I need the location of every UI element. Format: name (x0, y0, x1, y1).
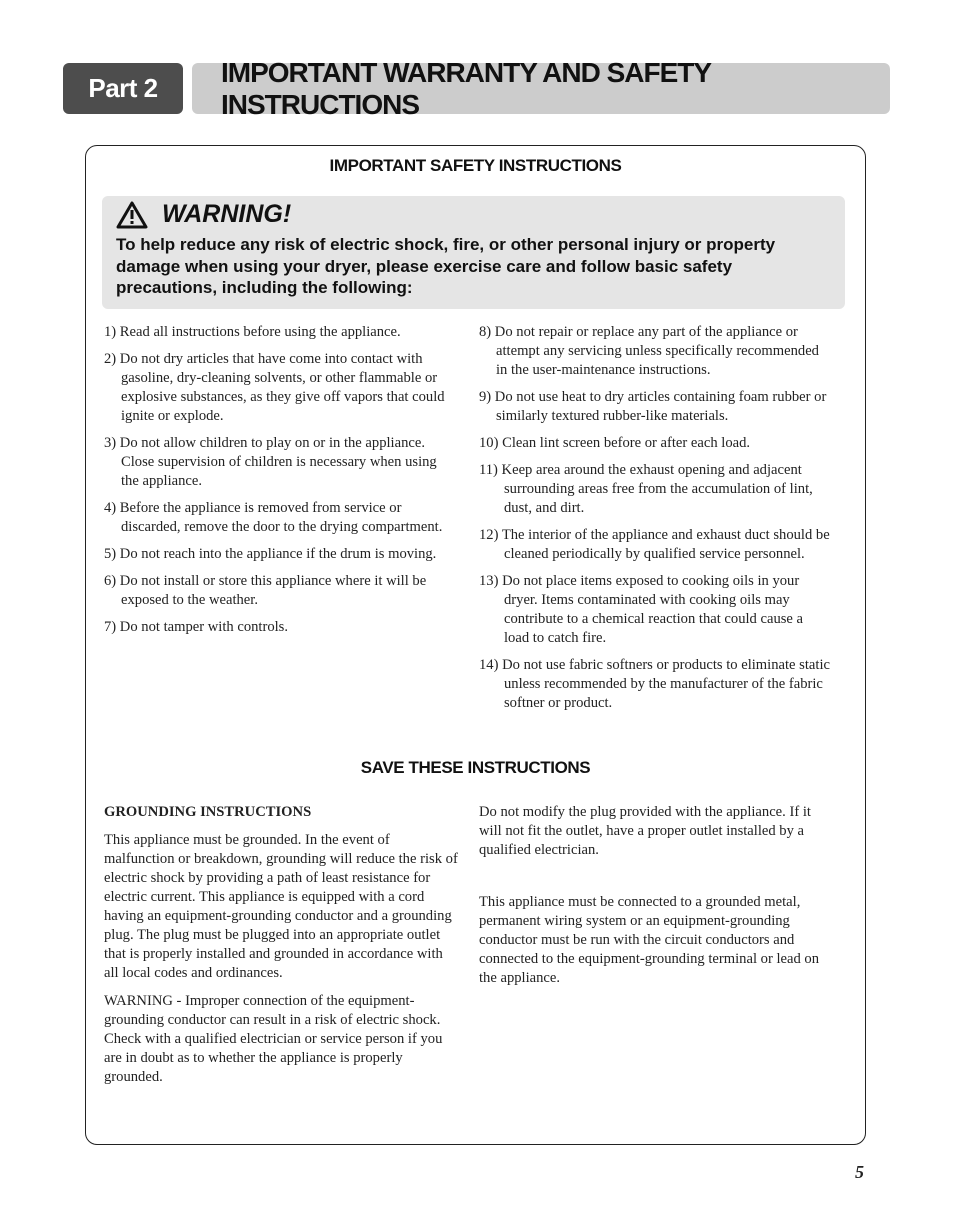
grounding-warning-paragraph: WARNING - Improper connection of the equipment-grounding conductor can result in a risk of electric shock. Check with a qualified electrician or service person if you are in doubt as to whether the appliance is properly grounded. (104, 993, 443, 1085)
list-item: 8) Do not repair or replace any part of the appliance or attempt any servicing unless specifically recommended in the user-maintenance instructions. (479, 324, 819, 378)
plug-paragraph: Do not modify the plug provided with the appliance. If it will not fit the outlet, have a proper outlet installed by a qualified electrician. (479, 804, 811, 858)
warning-title-row (116, 200, 291, 229)
list-item: 6) Do not install or store this appliance where it will be exposed to the weather. (104, 573, 427, 608)
grounding-left-column (104, 803, 458, 1096)
list-item: 1) Read all instructions before using the appliance. (104, 324, 401, 340)
page-number: 5 (855, 1162, 864, 1182)
list-item: 2) Do not dry articles that have come into contact with gasoline, dry-cleaning solvents, or other flammable or explosive substances, as they give off vapors that could ignite or explode. (104, 351, 445, 424)
page-title: IMPORTANT WARRANTY AND SAFETY INSTRUCTIONS (192, 63, 890, 114)
list-item: 4) Before the appliance is removed from service or discarded, remove the door to the drying compartment. (104, 500, 443, 535)
list-item: 7) Do not tamper with controls. (104, 619, 289, 635)
list-item: 11) Keep area around the exhaust opening and adjacent surrounding areas free from the accumulation of lint, dust, and dirt. (479, 462, 813, 516)
safety-list-right (479, 323, 831, 721)
safety-list-left (104, 323, 456, 645)
list-item: 9) Do not use heat to dry articles containing foam rubber or similarly textured rubber-like materials. (479, 389, 827, 424)
warning-text: To help reduce any risk of electric shock, fire, or other personal injury or property damage when using your dryer, please exercise care and follow basic safety precautions, including the following: (116, 235, 776, 297)
warning-triangle-icon (116, 201, 148, 229)
part-label: Part 2 (63, 63, 183, 114)
safety-heading: IMPORTANT SAFETY INSTRUCTIONS (329, 156, 622, 175)
list-item: 14) Do not use fabric softners or products to eliminate static unless recommended by the manufacturer of the fabric softner or product. (479, 657, 830, 711)
list-item: 3) Do not allow children to play on or in the appliance. Close supervision of children is necessary when using the appliance. (104, 435, 437, 489)
warning-title: WARNING! (162, 200, 292, 228)
list-item: 13) Do not place items exposed to cooking oils in your dryer. Items contaminated with cooking oils may contribute to a chemical reaction that could cause a load to catch fire. (479, 573, 804, 646)
wiring-paragraph: This appliance must be connected to a grounded metal, permanent wiring system or an equipment-grounding conductor must be run with the circuit conductors and connected to the equipment-grounding terminal or lead on the appliance. (479, 894, 820, 986)
list-item: 5) Do not reach into the appliance if the drum is moving. (104, 546, 437, 562)
save-instructions-heading: SAVE THESE INSTRUCTIONS (360, 758, 591, 777)
grounding-paragraph: This appliance must be grounded. In the event of malfunction or breakdown, grounding will reduce the risk of electric shock by providing a path of least resistance for electric current. This appliance is equipped with a cord having an equipment-grounding conductor and a grounding plug. The plug must be plugged into an appropriate outlet that is properly installed and grounded in accordance with all local codes and ordinances. (104, 832, 458, 981)
grounding-right-column (479, 803, 831, 997)
list-item: 10) Clean lint screen before or after each load. (479, 435, 751, 451)
list-item: 12) The interior of the appliance and exhaust duct should be cleaned periodically by qualified service personnel. (479, 527, 830, 562)
grounding-subheading: GROUNDING INSTRUCTIONS (104, 804, 312, 820)
